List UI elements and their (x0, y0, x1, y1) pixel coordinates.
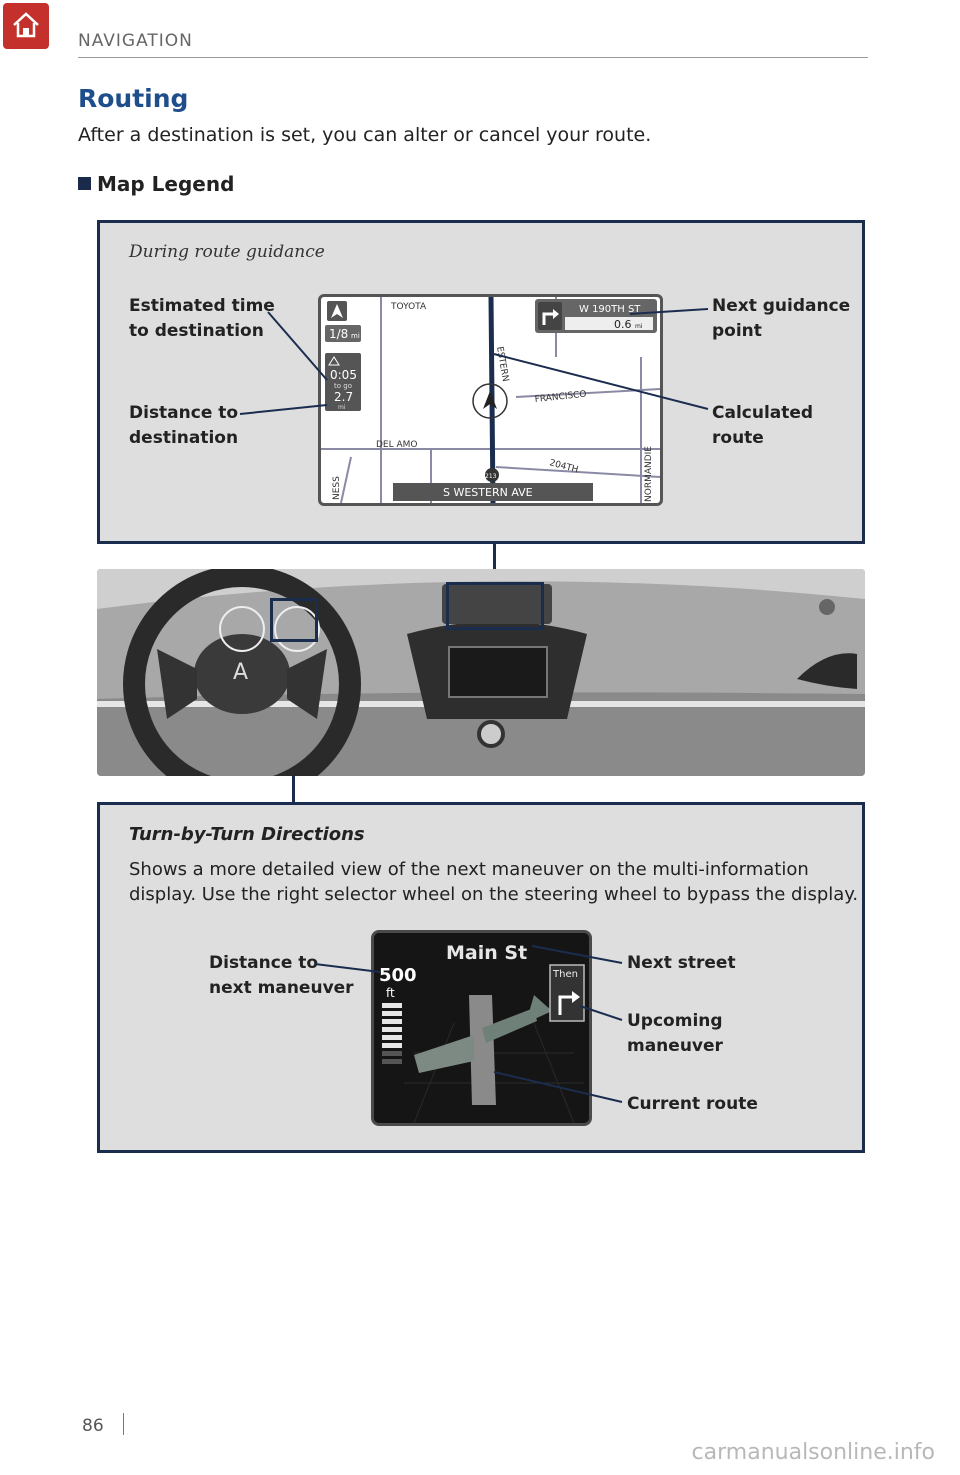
upcoming-line2: maneuver (627, 1036, 723, 1056)
eta-value: 0:05 (330, 368, 357, 382)
leader-line (580, 1006, 622, 1020)
street-label: DEL AMO (376, 440, 418, 450)
tbt-body-line2: display. Use the right selector wheel on the steering wheel to bypass the display. (129, 884, 859, 905)
tbt-body-line1: Shows a more detailed view of the next maneuver on the multi-information (129, 859, 809, 880)
next-guidance-line1: Next guidance (712, 296, 851, 316)
maneuver-dist-line2: next maneuver (209, 978, 354, 998)
watermark: carmanualsonline.info (691, 1440, 935, 1465)
route-label-line1: Calculated (712, 403, 814, 423)
leader-line (240, 405, 327, 414)
eta-label-line1: Estimated time (129, 296, 275, 316)
leader-line (630, 309, 708, 314)
leader-line (532, 946, 622, 963)
street-label: TOYOTA (391, 302, 427, 312)
next-street-label: Next street (627, 953, 736, 973)
mid-highlight (270, 598, 318, 642)
scale-unit: mi (351, 332, 360, 340)
street-label: NORMANDIE (644, 446, 654, 502)
next-distance-value: 0.6 (614, 318, 632, 331)
page-title: Routing (78, 84, 189, 113)
center-display (449, 647, 547, 697)
mid-street-name: Main St (446, 942, 528, 964)
route-label-line2: route (712, 428, 764, 448)
center-display-highlight (446, 582, 544, 630)
eta-label-line2: to destination (129, 321, 264, 341)
logo-icon: A (233, 660, 249, 685)
tbt-title: Turn-by-Turn Directions (129, 824, 365, 845)
leader-lines-bottom (0, 900, 960, 1140)
distance-label-line1: Distance to (129, 403, 239, 423)
intro-text: After a destination is set, you can alter or cancel your route. (78, 124, 652, 146)
next-distance-unit: mi (635, 323, 643, 330)
distance-label-line2: destination (129, 428, 239, 448)
current-street-name: S WESTERN AVE (443, 486, 533, 499)
distance-unit: mi (338, 404, 346, 411)
street-label: FRANCISCO (534, 389, 588, 405)
map-caption: During route guidance (129, 242, 325, 262)
section-heading-text: Map Legend (97, 172, 235, 196)
upcoming-line1: Upcoming (627, 1011, 723, 1031)
scale-value: 1/8 (329, 327, 349, 341)
street-label: NESS (332, 476, 342, 500)
current-route-label: Current route (627, 1094, 758, 1114)
section-label: NAVIGATION (78, 31, 193, 51)
leader-line (268, 312, 327, 380)
leader-lines-top (0, 0, 960, 560)
route-shield: 213 (485, 473, 497, 480)
next-guidance-line2: point (712, 321, 762, 341)
street-label: ESTERN (494, 345, 511, 383)
distance-value: 2.7 (334, 390, 354, 404)
mid-distance-value: 500 (379, 965, 417, 986)
footer-divider (123, 1413, 124, 1435)
street-label: 204TH (548, 458, 580, 476)
control-knob (479, 722, 503, 746)
maneuver-dist-line1: Distance to (209, 953, 319, 973)
leader-line (494, 1072, 622, 1102)
then-label: Then (553, 969, 578, 980)
page-number: 86 (82, 1416, 104, 1436)
leader-line (315, 964, 380, 972)
to-go-text: to go (334, 382, 352, 390)
leader-line (494, 354, 708, 409)
next-street-name: W 190TH ST (579, 304, 641, 315)
mid-distance-unit: ft (386, 986, 395, 1000)
